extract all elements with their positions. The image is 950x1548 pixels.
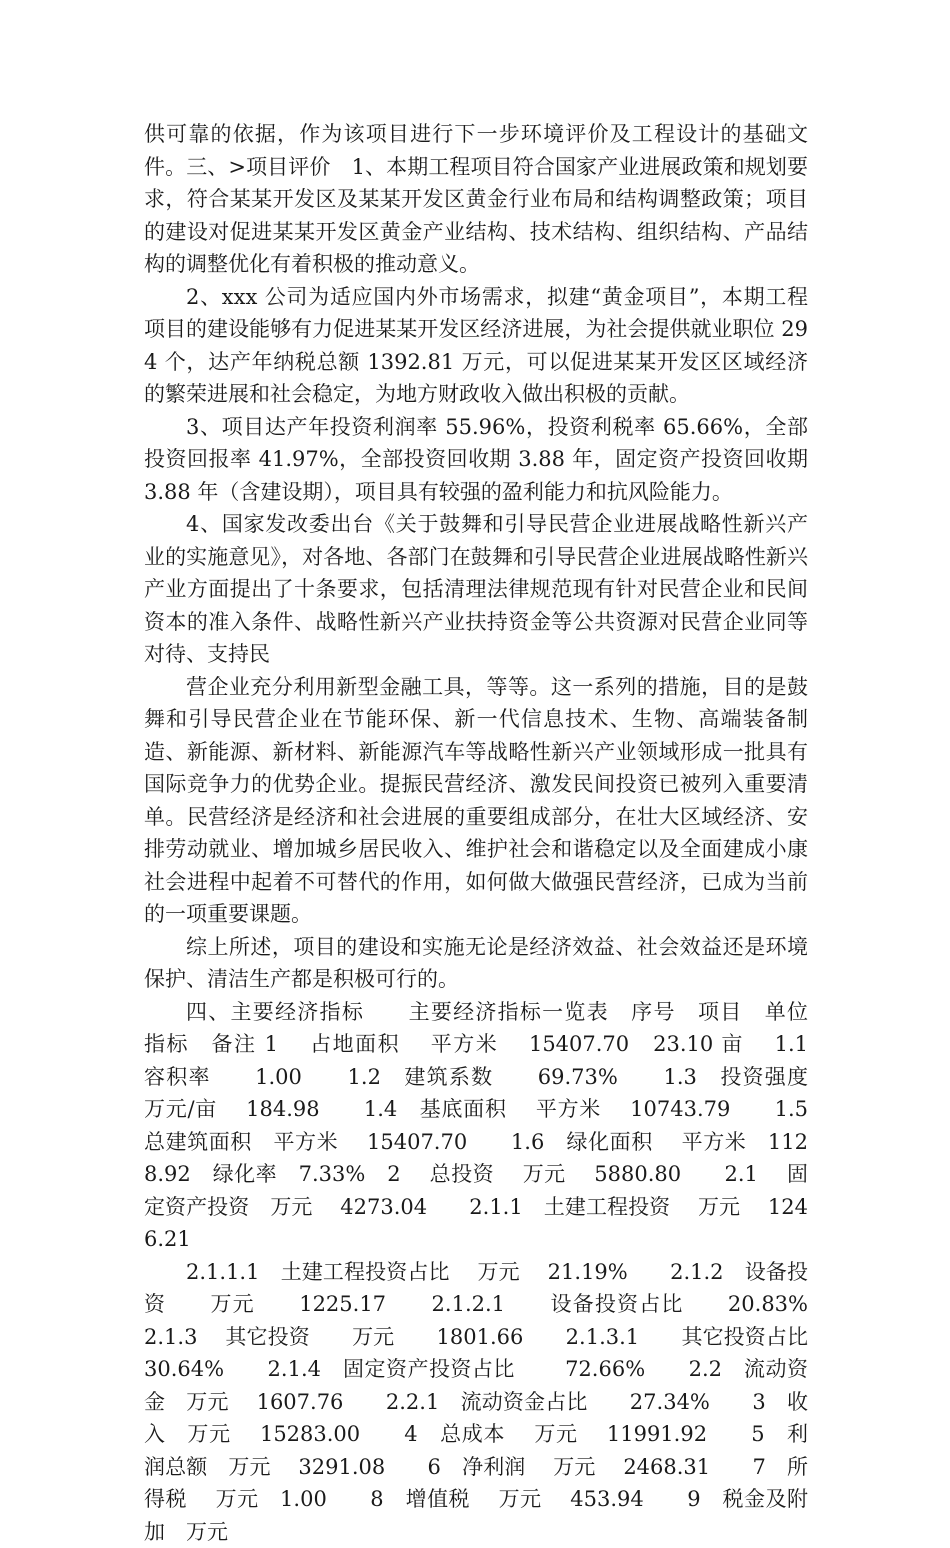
paragraph-economic-indicators: 四、主要经济指标 主要经济指标一览表 序号 项目 单位 指标 备注 1 占地面积 平方米 15407.70 23.10 亩 1.1 容积率 1.00 1.2 建筑系数 69.73% 1.3 投资强度 万元/亩 184.98 1.4 基底面积 平方米 10743.79 1.5 总建筑面积 平方米 15407.70 1.6 绿化面积 平方米 1128.92 绿化率 7.33% 2 总投资 万元 5880.80 2.1 固定资产投资 万元 4273.04 2.1.1 土建工程投资 万元 1246.21 bbox=[144, 996, 808, 1256]
paragraph-market-demand: 2、xxx 公司为适应国内外市场需求，拟建“黄金项目”，本期工程项目的建设能够有力促进某某开发区经济进展，为社会提供就业职位 294 个，达产年纳税总额 1392.81 万元，可以促进某某开发区区域经济的繁荣进展和社会稳定，为地方财政收入做出积极的贡献。 bbox=[144, 281, 808, 411]
paragraph-conclusion: 综上所述，项目的建设和实施无论是经济效益、社会效益还是环境保护、清洁生产都是积极可行的。 bbox=[144, 931, 808, 996]
paragraph-private-economy: 营企业充分利用新型金融工具，等等。这一系列的措施，目的是鼓舞和引导民营企业在节能环保、新一代信息技术、生物、高端装备制造、新能源、新材料、新能源汽车等战略性新兴产业领域形成一批具有国际竞争力的优势企业。提振民营经济、激发民间投资已被列入重要清单。民营经济是经济和社会进展的重要组成部分，在壮大区域经济、安排劳动就业、增加城乡居民收入、维护社会和谐稳定以及全面建成小康社会进程中起着不可替代的作用，如何做大做强民营经济，已成为当前的一项重要课题。 bbox=[144, 671, 808, 931]
paragraph-economic-indicators-continued: 2.1.1.1 土建工程投资占比 万元 21.19% 2.1.2 设备投资 万元 1225.17 2.1.2.1 设备投资占比 20.83% 2.1.3 其它投资 万元 1801.66 2.1.3.1 其它投资占比 30.64% 2.1.4 固定资产投资占比 72.66% 2.2 流动资金 万元 1607.76 2.2.1 流动资金占比 27.34% 3 收入 万元 15283.00 4 总成本 万元 11991.92 5 利润总额 万元 3291.08 6 净利润 万元 2468.31 7 所得税 万元 1.00 8 增值税 万元 453.94 9 税金及附加 万元 bbox=[144, 1256, 808, 1548]
paragraph-profitability: 3、项目达产年投资利润率 55.96%，投资利税率 65.66%，全部投资回报率 41.97%，全部投资回收期 3.88 年，固定资产投资回收期 3.88 年（含建设期），项目具有较强的盈利能力和抗风险能力。 bbox=[144, 411, 808, 509]
paragraph-project-evaluation: 供可靠的依据，作为该项目进行下一步环境评价及工程设计的基础文件。三、>项目评价 1、本期工程项目符合国家产业进展政策和规划要求，符合某某开发区及某某开发区黄金行业布局和结构调整政策；项目的建设对促进某某开发区黄金产业结构、技术结构、组织结构、产品结构的调整优化有着积极的推动意义。 bbox=[144, 118, 808, 281]
document-page bbox=[144, 118, 808, 1548]
paragraph-policy-opinion: 4、国家发改委出台《关于鼓舞和引导民营企业进展战略性新兴产业的实施意见》，对各地、各部门在鼓舞和引导民营企业进展战略性新兴产业方面提出了十条要求，包括清理法律规范现有针对民营企业和民间资本的准入条件、战略性新兴产业扶持资金等公共资源对民营企业同等对待、支持民 bbox=[144, 508, 808, 671]
